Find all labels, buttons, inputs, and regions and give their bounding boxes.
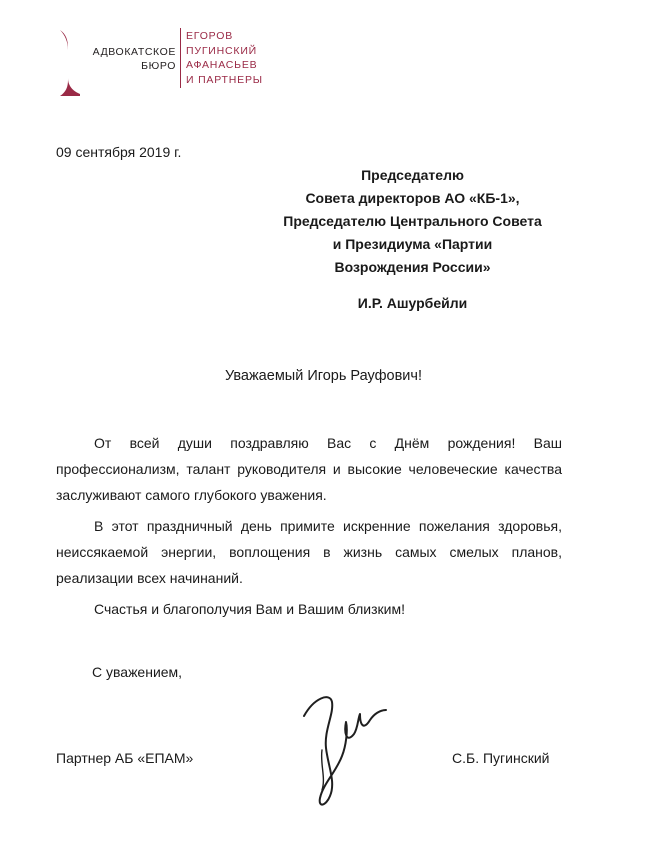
addressee-line-3: Председателю Центрального Совета [283, 213, 542, 229]
closing-regards: С уважением, [92, 664, 183, 680]
addressee-line-1: Председателю [361, 167, 464, 183]
addressee-name: И.Р. Ашурбейли [357, 295, 468, 311]
letter-date: 09 сентября 2019 г. [56, 144, 182, 160]
partner-line-3: АФАНАСЬЕВ [186, 59, 258, 71]
body-paragraph-2: В этот праздничный день примите искренние пожелания здоровья, неиссякаемой энергии, воплощения в жизнь самых смелых планов, реализации всех начинаний. [56, 518, 562, 586]
firm-type [88, 46, 176, 73]
firm-type-line-1: АДВОКАТСКОЕ [92, 46, 176, 58]
firm-partners [186, 29, 263, 87]
salutation: Уважаемый Игорь Рауфович! [224, 368, 422, 384]
addressee-line-5: Возрождения России» [334, 259, 491, 275]
partner-line-4: И ПАРТНЕРЫ [186, 73, 263, 86]
letterhead-divider [180, 28, 181, 88]
handwritten-signature-icon [296, 686, 392, 816]
firm-logo-mark-icon [56, 30, 80, 96]
partner-line-2: ПУГИНСКИЙ [186, 44, 258, 57]
signer-position: Партнер АБ «ЕПАМ» [56, 750, 194, 766]
addressee-block [270, 164, 555, 315]
body-paragraph-3: Счастья и благополучия Вам и Вашим близким! [94, 601, 405, 617]
firm-type-line-2: БЮРО [141, 59, 176, 72]
signer-name: С.Б. Пугинский [452, 750, 550, 766]
body-paragraph-1: От всей души поздравляю Вас с Днём рождения! Ваш профессионализм, талант руководителя и высокие человеческие качества заслуживают самого глубокого уважения. [56, 435, 562, 503]
partner-line-1: ЕГОРОВ [186, 30, 234, 42]
addressee-line-4: и Президиума «Партии [332, 236, 493, 252]
addressee-line-2: Совета директоров АО «КБ-1», [305, 190, 520, 206]
letter-body [56, 430, 562, 627]
